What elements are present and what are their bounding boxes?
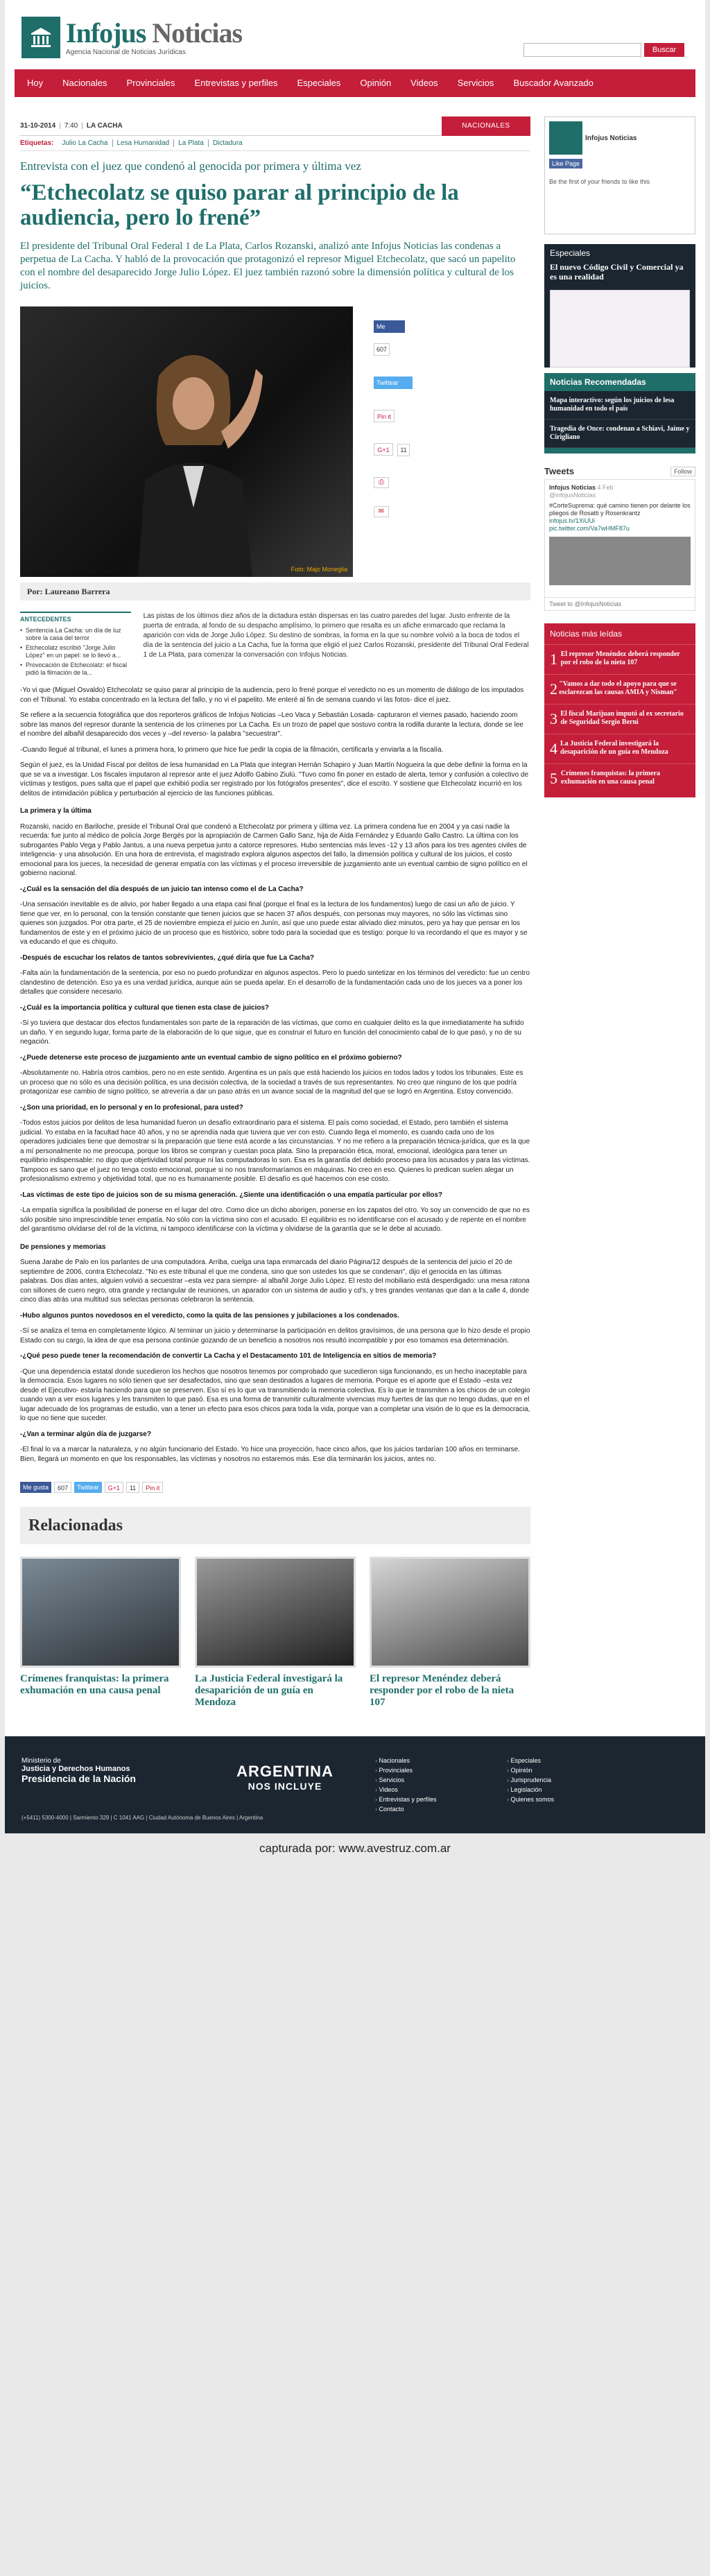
article-subheading: La primera y la última xyxy=(20,807,92,815)
related-card[interactable] xyxy=(20,1557,181,1709)
article-paragraph: -Una sensación inevitable es de alivio, por haber llegado a una etapa casi final (porque el final es la lectura de los fundamentos) luego de casi un año de juicio. Y tiene que ver, en lo personal, con la tensión constante que tienen juicios que se hacen 37 años después, con personas muy mayores, no sólo las víctimas sino quienes son juzgados. Por otra parte, el 25 de noviembre empieza el juicio en Junín, así que uno puede estar aliviado diez minutos, pero ya hay que pensar en los fundamentos de este y en el próximo juicio de un proceso que es histórico, sobre todo para la sociedad que es testigo: porque lo va recordando el que es mayor y se va educando el que es chiquito. xyxy=(20,901,528,946)
footer-link[interactable]: › Opinión xyxy=(507,1767,639,1774)
article-photo xyxy=(20,306,353,577)
section-badge[interactable]: NACIONALES xyxy=(442,116,530,136)
especiales-box xyxy=(544,244,695,368)
article-intro: Las pistas de los últimos diez años de la dictadura están dispersas en las cuatro paredes del lugar. Justo enfrente de la puerta de entrada, al fondo de su despacho amplísimo, lo primero que resalta es un afiche enmarcado que reclama la aparición con vida de Jorge Julio López. Su destino de sombras, la forma en la que su nombre volvió a la boca de todos el día de la sentencia del juicio a La Cacha, fue la forma que eligió el juez Carlos Rozanski, presidente del Tribunal Oral Federal 1 de La Plata, para comenzar la conversación con Infojus Noticias. xyxy=(143,612,529,659)
related-card-title[interactable]: La Justicia Federal investigará la desaparición de un guía en Mendoza xyxy=(195,1673,343,1708)
related-cards xyxy=(20,1557,530,1729)
most-read-text[interactable]: El represor Menéndez deberá responder por el robo de la nieta 107 xyxy=(560,650,680,666)
bottom-share-bar xyxy=(20,1480,530,1494)
tag-link[interactable]: Lesa Humanidad xyxy=(112,139,174,147)
footer-links xyxy=(375,1757,639,1813)
especiales-image[interactable] xyxy=(550,290,690,368)
twitter-button[interactable]: Twittear xyxy=(74,1482,102,1493)
ministry-line-3: Presidencia de la Nación xyxy=(21,1773,136,1784)
tweet-date: 4 Feb xyxy=(597,484,614,491)
antecedente-link[interactable]: • Sentencia La Cacha: un día de luz sobre la casa del terror xyxy=(20,627,131,642)
related-card-image[interactable] xyxy=(370,1557,530,1668)
portrait-image xyxy=(124,327,263,577)
article-paragraph: Se refiere a la secuencia fotográfica que dos reporteros gráficos de Infojus Noticias –Leo Vaca y Sebastián Losada- capturaron el viernes pasado, haciendo zoom sobre las manos del represor durante la sentencia de los crímenes por La Cacha. Es un trozo de papel que sostuvo contra la rodilla durante la lectura, donde se lee el nombre del albañil desaparecido dos veces y –del reverso- la palabra "secuestrar". xyxy=(20,711,523,738)
footer-link[interactable]: › Nacionales xyxy=(375,1757,507,1764)
argentina-text: ARGENTINA xyxy=(236,1763,334,1780)
recommended-item[interactable]: Mapa interactivo: según los juicios de lesa humanidad en todo el país xyxy=(544,391,695,420)
search-button[interactable]: Buscar xyxy=(644,43,684,57)
facebook-page-avatar[interactable] xyxy=(549,121,582,155)
google-plus-count: 11 xyxy=(126,1482,139,1493)
nav-hoy[interactable]: Hoy xyxy=(27,78,44,88)
sidebar xyxy=(544,116,695,1729)
article-paragraph: -Que una dependencia estatal donde sucedieron los hechos que nosotros tenemos por comprobado que sucedieron siga funcionando, es un hecho inaceptable para la democracia. Esos lugares no sólo tienen que ser desafectados, sino que sean destinados a lugares de memoria. Porque es el aporte que el Estado –esta vez desde el Ejecutivo- estaría haciendo para que se preserven. Eso sí es lo que va transmitiendo la memoria colectiva. Es lo que le transmiten a los chicos de un colegio cuando van a ver esos lugares y les transmiten lo que pasó. Esa es una forma de transmitir culturalmente vivencias muy fuertes de las que no tengo dudas, que en el lugar adecuado de los programas de estudio, van a tener un efecto para esos chicos para toda la vida, porque van a completar una visión de lo que es la democracia, lo que no tiene que suceder. xyxy=(20,1367,530,1422)
article-paragraph: -Sí se analiza el tema en completamente lógico. Al terminar un juicio y determinarse la participación en delitos gravísimos, de una persona que lo hizo desde el propio Estado con su cargo, la idea de que esa persona continúe gozando de un beneficio a nosotros nos resultó incompatible y por eso tomamos esa determinación. xyxy=(20,1327,530,1345)
footer-address: (+5411) 5300-4000 | Sarmiento 329 | C 1041 AAG | Ciudad Autónoma de Buenos Aires | Argentina xyxy=(21,1815,263,1821)
site-logo[interactable] xyxy=(21,17,242,58)
tweet-text: #CorteSuprema: qué camino tienen por delante los pliegos de Rosatti y Rosenkrantz xyxy=(549,502,691,517)
google-plus-button[interactable]: G+1 xyxy=(105,1482,123,1493)
most-read-item[interactable]: 4 La Justicia Federal investigará la desaparición de un guía en Mendoza xyxy=(544,734,695,763)
article-lead: El presidente del Tribunal Oral Federal 1 de La Plata, Carlos Rozanski, analizó ante Infojus Noticias las condenas a perpetua de La Cacha. Y habló de la provocación que protagonizó el represor Miguel Etchecolatz, que sacó un papelito con el nombre del desaparecido Jorge Julio López. El juez también razonó sobre la dimensión política y cultural de los juicios. xyxy=(20,241,516,291)
most-read-text[interactable]: "Vamos a dar todo el apoyo para que se esclarezcan las causas AMIA y Nisman" xyxy=(559,680,677,696)
article-section: LA CACHA xyxy=(86,122,123,130)
tweet-image[interactable] xyxy=(549,537,691,585)
facebook-widget xyxy=(544,116,695,234)
article-byline: Por: Laureano Barrera xyxy=(20,582,530,600)
pinterest-button[interactable]: Pin it xyxy=(142,1482,163,1493)
site-wrapper xyxy=(5,0,705,1833)
twitter-follow-button[interactable]: Follow xyxy=(670,467,695,476)
article-paragraph: Según el juez, es la Unidad Fiscal por delitos de lesa humanidad en La Plata que integran Hernán Schapiro y Juan Martín Nogueira la que debe definir la forma en la que se va a investigar. Los fiscales imputaron al represor ante el juez Adolfo Gabino Ziulú. "Tuvo como fin poner en estado de alerta, temor y confusión a colectivo de víctimas y testigos, pues salta que el papel que exhibió podía ser registrado por los fotógrafos presentes", dice el escrito. Y sostiene que Etchecolatz incurrió en los delitos de intimidación pública y perturbación al ejercicio de las funciones públicas. xyxy=(20,761,529,797)
article-meta: 31-10-2014 | 7:40 | LA CACHA NACIONALES xyxy=(20,116,530,136)
nav-buscador[interactable]: Buscador Avanzado xyxy=(513,78,594,88)
antecedentes-title: ANTECEDENTES xyxy=(20,616,71,623)
ministry-block xyxy=(21,1757,263,1821)
interview-question: -¿Van a terminar algún día de juzgarse? xyxy=(20,1430,151,1438)
article-kicker: Entrevista con el juez que condenó al genocida por primera y última vez xyxy=(20,159,361,173)
facebook-like-button[interactable]: Me gusta xyxy=(374,320,405,333)
article-paragraph: -El final lo va a marcar la naturaleza, y no algún funcionario del Estado. Yo hice una proyección, hace cinco años, que los juicios tardarían 100 años en terminarse. Bien, llegará un momento en que los responsables, las víctimas y nosotros no estaremos más. Ese día terminarán los juicios, antes no. xyxy=(20,1446,520,1463)
ministry-line-2: Justicia y Derechos Humanos xyxy=(21,1765,130,1773)
site-header xyxy=(5,0,705,69)
article-title: “Etchecolatz se quiso parar al principio de la audiencia, pero lo frené” xyxy=(20,180,459,230)
brand-main: Infojus xyxy=(66,17,146,49)
most-read-item[interactable]: 1 El represor Menéndez deberá responder por el robo de la nieta 107 xyxy=(544,644,695,674)
nav-provinciales[interactable]: Provinciales xyxy=(126,78,175,88)
nav-nacionales[interactable]: Nacionales xyxy=(62,78,107,88)
email-icon[interactable]: ✉ xyxy=(374,506,389,517)
especiales-title: Especiales xyxy=(550,248,591,258)
brand-second: Noticias xyxy=(152,17,243,49)
interview-question: -¿Cuál es la sensación del día después de un juicio tan intenso como el de La Cacha? xyxy=(20,885,304,893)
argentina-logo xyxy=(209,1757,361,1813)
tag-link[interactable]: Dictadura xyxy=(208,139,247,147)
antecedente-link[interactable]: • Provocación de Etchecolatz: el fiscal pidió la filmación de la... xyxy=(20,662,131,677)
especiales-headline[interactable]: El nuevo Código Civil y Comercial ya es una realidad xyxy=(550,262,684,282)
twitter-widget xyxy=(544,466,695,611)
tweet-link[interactable]: infojus.tv/1XiUUi xyxy=(549,517,596,524)
search-input[interactable] xyxy=(523,43,641,57)
related-card-image[interactable] xyxy=(195,1557,356,1668)
interview-question: -Hubo algunos puntos novedosos en el veredicto, como la quita de las pensiones y jubilaciones a los condenados. xyxy=(20,1311,399,1320)
article-paragraph: Suena Jarabe de Palo en los parlantes de una computadora. Arriba, cuelga una tapa enmarcada del diario Página/12 después de la sentencia del juicio el 20 de septiembre de 2006, contra Etchecolatz. "No es este tribunal el que me condena, sino que son ustedes los que se condenan", dijo el genocida en las últimas palabras. Dos días antes, alguien volvió a secuestrar –esta vez para siempre- al albañil Jorge Julio López. El resto del mobiliario está desperdigado: una mesa ratona con sillones de cuero negro, otra grande y rectangular de reuniones, un aparador con un sistema de audio y cd's, y tres grandes ventanas que dan a la calle 4, donde cinco días atrás una multitud sus selectas personas celebraron la sentencia. xyxy=(20,1259,530,1304)
article-paragraph: -Absolutamente no. Habría otros cambios, pero no en este sentido. Argentina es un país que está haciendo los juicios en todos lados y todos los tribunales. Este es un proceso que no sólo es una decisión política, es una decisión colectiva, de la sociedad a través de sus representantes. No creo que ninguno de los que podría protagonizar ese cambio de signo político, se atrevería a dar un paso atrás en un avance social de la magnitud del que se logró en Argentina. Estoy convencido. xyxy=(20,1069,523,1096)
recommended-title: Noticias Recomendadas xyxy=(544,373,695,391)
photo-credit: Foto: Majo Moneglia xyxy=(291,566,347,573)
facebook-like-page-button[interactable]: Like Page xyxy=(549,159,582,168)
tag-link[interactable]: Julio La Cacha xyxy=(62,139,108,147)
footer-link[interactable]: › Servicios xyxy=(375,1777,507,1783)
main-nav xyxy=(15,69,695,97)
tweets-title: Tweets xyxy=(544,466,575,476)
nav-videos[interactable]: Videos xyxy=(410,78,438,88)
recommended-item[interactable]: Tragedia de Once: condenan a Schiavi, Jaime y Cirigliano xyxy=(544,420,695,448)
antecedentes-box xyxy=(20,612,131,679)
related-card[interactable] xyxy=(195,1557,356,1709)
twitter-button[interactable]: Twittear xyxy=(374,377,413,389)
most-read-text[interactable]: El fiscal Marijuan imputó al ex secretario de Seguridad Sergio Berni xyxy=(560,710,684,726)
interview-question: -¿Qué peso puede tener la recomendación de convertir La Cacha y el Destacamento 101 de Inteligencia en sitios de memoria? xyxy=(20,1352,437,1360)
footer-link[interactable]: › Jurisprudencia xyxy=(507,1777,639,1783)
footer-link[interactable]: › Provinciales xyxy=(375,1767,507,1774)
google-plus-count: 11 xyxy=(397,444,410,456)
antecedente-link[interactable]: • Etchecolatz escribió "Jorge Julio López" en un papel: se lo llevó a... xyxy=(20,644,131,659)
most-read-item[interactable]: 3 El fiscal Marijuan imputó al ex secretario de Seguridad Sergio Berni xyxy=(544,704,695,734)
related-card-image[interactable] xyxy=(20,1557,181,1668)
print-icon[interactable]: ⎙ xyxy=(374,477,389,488)
most-read-item[interactable]: 5 Crímenes franquistas: la primera exhumación en una causa penal xyxy=(544,763,695,793)
facebook-page-name[interactable]: Infojus Noticias xyxy=(585,134,637,142)
capture-caption: capturada por: www.avestruz.com.ar xyxy=(259,1842,451,1855)
ministry-line-1: Ministerio de xyxy=(21,1757,61,1765)
most-read-text[interactable]: Crímenes franquistas: la primera exhumación en una causa penal xyxy=(560,770,660,786)
tweet-to-link[interactable]: Tweet to @InfojusNoticias xyxy=(544,598,695,611)
nav-especiales[interactable]: Especiales xyxy=(297,78,341,88)
tweet-handle[interactable]: @infojusNoticias xyxy=(549,492,596,499)
tags-bar xyxy=(20,136,530,151)
facebook-count: 607 xyxy=(374,343,390,356)
recommended-box xyxy=(544,373,695,453)
nav-entrevistas[interactable]: Entrevistas y perfiles xyxy=(194,78,278,88)
interview-question: -Las víctimas de este tipo de juicios son de su misma generación. ¿Siente una identificación o una empatía particular por ellos? xyxy=(20,1191,443,1199)
tag-link[interactable]: La Plata xyxy=(173,139,208,147)
tags-label: Etiquetas: xyxy=(20,139,54,147)
footer-link[interactable]: › Legislación xyxy=(507,1786,639,1793)
most-read-item[interactable]: 2 "Vamos a dar todo el apoyo para que se esclarezcan las causas AMIA y Nisman" xyxy=(544,674,695,704)
facebook-like-button[interactable]: Me gusta xyxy=(20,1482,51,1493)
share-column xyxy=(374,306,415,577)
most-read-title: Noticias más leídas xyxy=(550,629,623,639)
article-paragraph: -Cuando llegué al tribunal, el lunes a primera hora, lo primero que hice fue pedir la copia de la filmación, certificarla y enviarla a la fiscalía. xyxy=(20,745,444,754)
tweet-media-link[interactable]: pic.twitter.com/Va7wHMF87u xyxy=(549,525,630,532)
article-subheading: De pensiones y memorias xyxy=(20,1243,106,1251)
site-footer xyxy=(5,1736,705,1833)
article-paragraph: -Si yo tuviera que destacar dos efectos fundamentales son parte de la reparación de las víctimas, que como en cualquier delito es la que inmediatamente ha sufrido un daño. Y en segundo lugar, forma parte de la elaboración de lo que sigue, que es construir el futuro en función del conocimiento cabal de lo que pasó, y no de su negación. xyxy=(20,1019,524,1046)
related-card-title[interactable]: Crímenes franquistas: la primera exhumación en una causa penal xyxy=(20,1673,169,1696)
brand-subtitle: Agencia Nacional de Noticias Jurídicas xyxy=(66,48,186,56)
pinterest-button[interactable]: Pin it xyxy=(374,410,395,422)
article-paragraph: -Yo vi que (Miguel Osvaldo) Etchecolatz se quiso parar al principio de la audiencia, pero lo frené porque el veredicto no es un momento de diálogo de los imputados con el Tribunal. Yo estaba concentrado en la lectura del fallo, y no vi el papelito. Me enteré al fin de semana cuando vi las fotos- dice el juez. xyxy=(20,686,524,704)
interview-question: -Después de escuchar los relatos de tantos sobrevivientes, ¿qué diría que fue La Cacha? xyxy=(20,953,315,962)
logo-emblem-icon xyxy=(21,17,60,58)
most-read-text[interactable]: La Justicia Federal investigará la desaparición de un guía en Mendoza xyxy=(560,740,668,756)
article-column xyxy=(15,116,537,1729)
tweet-user[interactable]: Infojus Noticias xyxy=(549,484,596,491)
footer-link[interactable]: › Contacto xyxy=(375,1806,507,1813)
article-paragraph: Rozanski, nacido en Bariloche, preside el Tribunal Oral que condenó a Etchecolatz por primera y última vez. La primera condena fue en 2004 y ya casi nadie la recuerda: fue junto al médico de policía Jorge Bergés por la apropiación de Carmen Gallo Sanz, hija de Aída Fernández y Eduardo Gallo Castro. La última con los subrogantes Pablo Vega y Pablo Jantus, a una nueva perpetua junto a catorce represores. Hubo sentencias más leves -12 y 13 años para los tres agentes civiles de inteligencia- y una absolución. En una hora de entrevista, el magistrado explora algunos aspectos del fallo, la dimensión política y cultural de los juicios, el costo emocional para los jueces, la necesidad de generar empatía con las víctimas y el proceso irreversible de juzgamiento ante un eventual cambio de signo político en el gobierno nacional. xyxy=(20,822,528,877)
article-date: 31-10-2014 xyxy=(20,122,56,130)
facebook-count: 607 xyxy=(54,1482,71,1493)
most-read-box xyxy=(544,623,695,797)
article-time: 7:40 xyxy=(64,122,78,130)
article-body xyxy=(20,686,530,1464)
related-card[interactable] xyxy=(370,1557,530,1709)
interview-question: -¿Son una prioridad, en lo personal y en lo profesional, para usted? xyxy=(20,1103,243,1112)
search-form xyxy=(523,43,684,57)
nav-opinion[interactable]: Opinión xyxy=(360,78,392,88)
footer-link[interactable]: › Especiales xyxy=(507,1757,639,1764)
facebook-friends-text: Be the first of your friends to like this xyxy=(549,178,650,185)
related-card-title[interactable]: El represor Menéndez deberá responder por el robo de la nieta 107 xyxy=(370,1673,514,1708)
interview-question: -¿Cuál es la importancia política y cultural que tienen esta clase de juicios? xyxy=(20,1003,269,1012)
nos-incluye-text: NOS INCLUYE xyxy=(248,1781,322,1792)
google-plus-button[interactable]: G+1 xyxy=(374,443,393,456)
nav-servicios[interactable]: Servicios xyxy=(457,78,494,88)
article-paragraph: -Todos estos juicios por delitos de lesa humanidad fueron un desafío extraordinario para el sistema. El país como sociedad, el Estado, pero también el sistema judicial. Yo estaba en la facultad hace 40 años, y no se aprendía nada que tuviera que ver con esto. Cuando llega el momento, es cuando cada uno de los operadores judiciales tiene que demostrar si la preparación que tiene está acorde a las circunstancias. Y no me refiero a la preparación técnica-jurídica, que es la que a mí personalmente no me preocupa, porque los libros se compran y cuestan poca plata. Sino la preparación ética, moral, emocional, ideológica para tener un equilibrio indispensable: no digo que objetividad total porque ni las computadoras lo son. Esa es la garantía del debido proceso para los acusados y para las víctimas. Tampoco es sano que el juez no tenga costo emocional, porque si no nos transformaríamos en máquinas. No creo en eso. Quienes lo predican suelen alegar un profesionalismo extremo y objetividad total, que no es humanamente posible. El desafío es qué hacemos con ese costo. xyxy=(20,1119,530,1183)
article-paragraph: -La empatía significa la posibilidad de ponerse en el lugar del otro. Como dice un dicho aborigen, ponerse en los zapatos del otro. Yo soy un convencido de que no es sólo posible sino imprescindible tener empatía. No sólo con la víctima sino con el acusado. El equilibrio es no identificarse con el acusado y de repente en el nombre del garantismo olvidarse del rol de la víctima, ni tampoco identificarse con la víctima y olvidarse de la garantía que se le debe al acusado. xyxy=(20,1207,530,1233)
article-paragraph: -Falta aún la fundamentación de la sentencia, por eso no puedo profundizar en algunos aspectos. Pero lo puedo sintetizar en los términos del veredicto: fue un centro clandestino de detención. Eso ya es una verdad jurídica, aunque aún se pueda apelar. En el desarrollo de la fundamentación cada uno de los jueces va a poner los detalles que considere necesario. xyxy=(20,969,530,996)
footer-link[interactable]: › Videos xyxy=(375,1786,507,1793)
interview-question: -¿Puede detenerse este proceso de juzgamiento ante un eventual cambio de signo político en el próximo gobierno? xyxy=(20,1053,402,1062)
footer-link[interactable]: › Quienes somos xyxy=(507,1796,639,1803)
footer-link[interactable]: › Entrevistas y perfiles xyxy=(375,1796,507,1803)
related-heading: Relacionadas xyxy=(20,1507,530,1544)
